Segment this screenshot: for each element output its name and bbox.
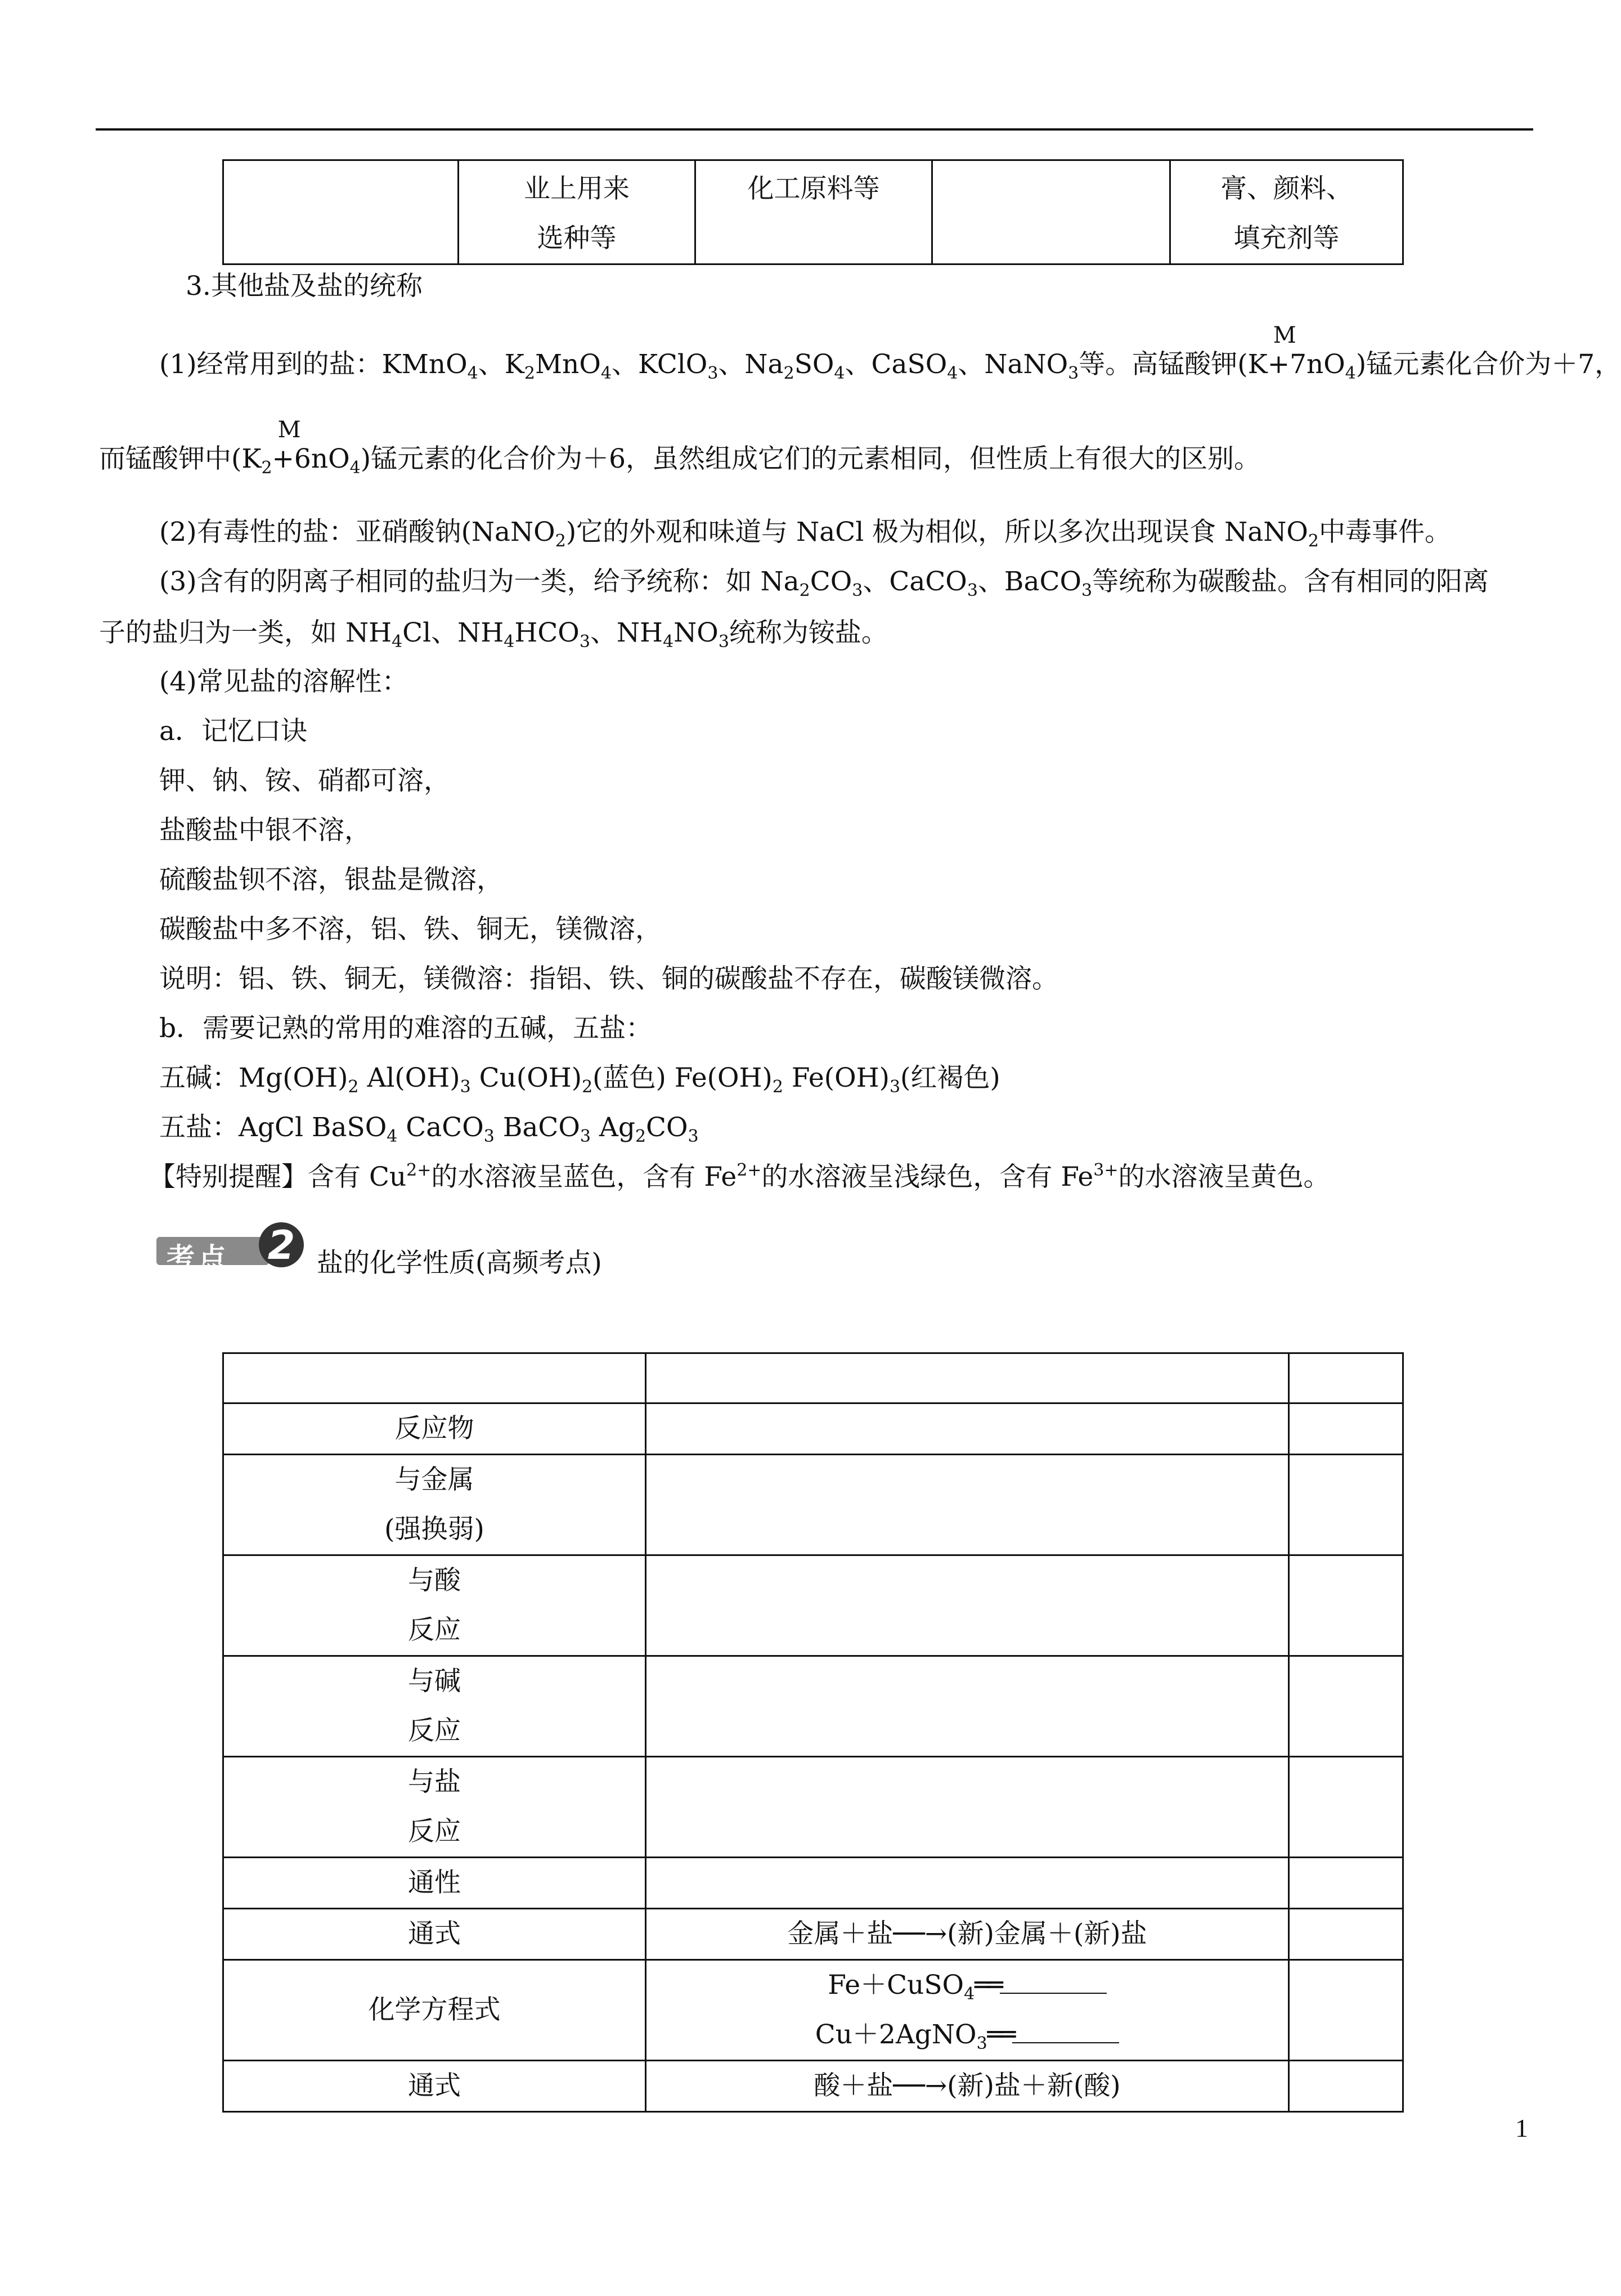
answer-blank [1000, 1970, 1107, 1994]
salts-line: 五盐：AgCl BaSO$_4$ CaCO$_3$ BaCO$_3$ $Ag_2CO_3$ [159, 1112, 699, 1146]
table-cell: 化工原料等 [695, 160, 932, 264]
table-row [223, 1403, 1403, 1455]
table-cell [932, 160, 1170, 264]
table-cell [646, 1656, 1289, 1757]
table-cell: 通式 [223, 2061, 646, 2112]
table-cell [646, 1455, 1289, 1555]
table-cell [1289, 1555, 1403, 1656]
badge-label: 考点 [167, 1242, 230, 1275]
continued-table [222, 159, 1404, 265]
equation-cell [646, 1960, 1289, 2061]
note-line: 说明：铝、铁、铜无，镁微溶：指铝、铁、铜的碳酸盐不存在，碳酸镁微溶。 [159, 963, 1058, 994]
paragraph-3-cont: 子的盐归为一类，如 $NH_4Cl$、$NH_4HCO_3$、$NH_4NO_3$统称为铵盐。 [99, 617, 888, 652]
table-row [223, 2061, 1403, 2112]
bases-line: 五碱：$Mg(OH)_2$ $Al(OH)_3$ $Cu(OH)_2$(蓝色) $Fe(OH)_2$ $Fe(OH)_3$(红褐色) [159, 1062, 1000, 1097]
table-cell [1289, 1656, 1403, 1757]
page-number: 1 [1515, 2114, 1528, 2142]
kaodian-badge [156, 1222, 300, 1275]
table-cell [646, 1353, 1289, 1403]
table-cell [646, 1403, 1289, 1455]
rhyme-line: 碳酸盐中多不溶，铝、铁、铜无，镁微溶， [159, 914, 662, 945]
table-cell: 通式 [223, 1909, 646, 1960]
rhyme-line: 钾、钠、铵、硝都可溶， [159, 765, 450, 796]
equation-line: Fe＋CuSO$_4$══ [646, 1961, 1288, 2010]
table-cell: 酸＋盐──→(新)盐＋新(酸) [646, 2061, 1289, 2112]
table-cell [223, 1353, 646, 1403]
table-cell [646, 1858, 1289, 1909]
table-cell: 与盐 反应 [223, 1757, 646, 1858]
badge-number: 2 [259, 1222, 304, 1267]
section-heading: 3.其他盐及盐的统称 [186, 271, 423, 302]
table-cell: 业上用来 选种等 [459, 160, 695, 264]
table-cell [1289, 1960, 1403, 2061]
answer-blank [1012, 2020, 1119, 2043]
header-rule [96, 128, 1533, 131]
subsection-b: b．需要记熟的常用的难溶的五碱，五盐： [159, 1013, 653, 1044]
paragraph-3: (3)含有的阴离子相同的盐归为一类，给予统称：如 $Na_2CO_3$、CaCO$_3$、BaCO$_3$等统称为碳酸盐。含有相同的阳离 [159, 566, 1489, 600]
table-row [223, 1656, 1403, 1757]
salt-properties-table [222, 1352, 1404, 2113]
paragraph-1-cont: 而锰酸钾中($K_2$ M $+6nO_4$)锰元素的化合价为＋6，虽然组成它们的元素相同，但性质上有很大的区别。 [99, 417, 1260, 478]
table-row [223, 1455, 1403, 1555]
table-row [223, 160, 1403, 264]
table-cell [1289, 1455, 1403, 1555]
table-cell: 膏、颜料、 填充剂等 [1170, 160, 1403, 264]
equation-line: Cu＋2AgNO$_3$══ [646, 2010, 1288, 2060]
table-cell: 与酸 反应 [223, 1555, 646, 1656]
table-cell [1289, 1909, 1403, 1960]
table-cell: 通性 [223, 1858, 646, 1909]
oxidation-mark: M +6 [272, 417, 311, 474]
table-cell [1289, 2061, 1403, 2112]
subsection-a: a．记忆口诀 [159, 716, 308, 747]
paragraph-1: (1)经常用到的盐：KMnO$_4$、$K_2MnO_4$、KClO$_3$、$Na_2SO_4$、CaSO$_4$、NaNO$_3$等。高锰酸钾(K M $+7nO_4$)锰元素化合价为＋7， [159, 322, 1621, 383]
oxidation-mark: M +7 [1267, 322, 1306, 380]
paragraph-2: (2)有毒性的盐：亚硝酸钠(NaNO$_2$)它的外观和味道与 NaCl 极为相似，所以多次出现误食 NaNO$_2$中毒事件。 [159, 517, 1452, 551]
table-row [223, 1858, 1403, 1909]
table-cell: 金属＋盐──→(新)金属＋(新)盐 [646, 1909, 1289, 1960]
kaodian-title: 盐的化学性质(高频考点) [317, 1248, 602, 1279]
table-cell [646, 1757, 1289, 1858]
table-row [223, 1909, 1403, 1960]
table-row [223, 1555, 1403, 1656]
paragraph-4: (4)常见盐的溶解性： [159, 666, 408, 697]
table-cell [1289, 1757, 1403, 1858]
table-cell [1289, 1403, 1403, 1455]
table-cell [1289, 1353, 1403, 1403]
table-cell: 与金属 (强换弱) [223, 1455, 646, 1555]
rhyme-line: 盐酸盐中银不溶， [159, 815, 371, 846]
table-cell: 化学方程式 [223, 1960, 646, 2061]
table-cell [223, 160, 459, 264]
table-row [223, 1757, 1403, 1858]
table-cell [1289, 1858, 1403, 1909]
table-cell: 反应物 [223, 1403, 646, 1455]
special-tip: 【特别提醒】含有 $Cu^{2+}$的水溶液呈蓝色，含有 $Fe^{2+}$的水溶液呈浅绿色，含有 $Fe^{3+}$的水溶液呈黄色。 [149, 1160, 1330, 1192]
table-row [223, 1353, 1403, 1403]
table-cell [646, 1555, 1289, 1656]
rhyme-line: 硫酸盐钡不溶，银盐是微溶， [159, 864, 503, 895]
table-cell: 与碱 反应 [223, 1656, 646, 1757]
table-row [223, 1960, 1403, 2061]
